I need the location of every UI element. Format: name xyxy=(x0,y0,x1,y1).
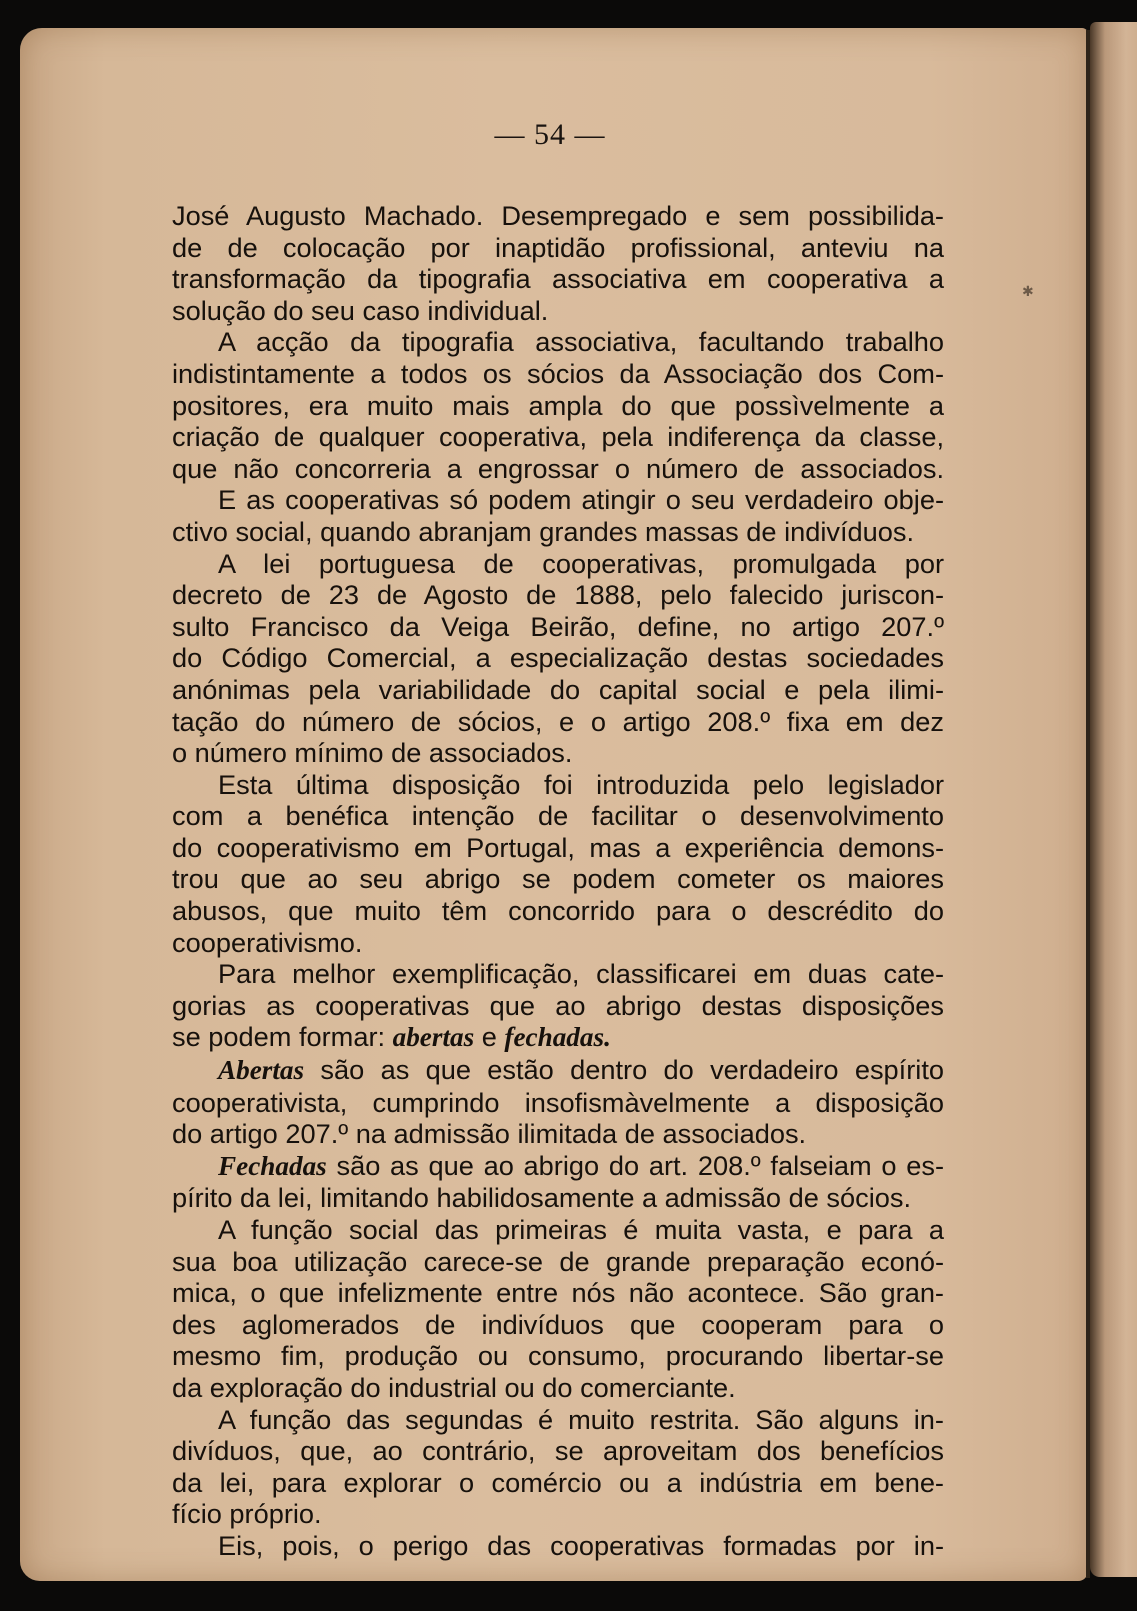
text-line xyxy=(172,1054,944,1087)
emphasis-fechadas: fechadas. xyxy=(504,1022,611,1053)
text-line: transformação da tipografia associativa em cooperativa a xyxy=(172,263,944,295)
text-line: gorias as cooperativas que ao abrigo destas disposições xyxy=(172,989,944,1021)
text-line: mica, o que infelizmente entre nós não acontece. São gran- xyxy=(172,1277,944,1309)
text-line: cooperativista, cumprindo insofismàvelmente a disposição xyxy=(172,1086,944,1118)
text-line: de de colocação por inaptidão profissional, anteviu na xyxy=(172,231,944,263)
text-run: se podem formar: xyxy=(172,1021,393,1053)
text-line: cooperativismo. xyxy=(172,926,363,958)
text-line: Para melhor exemplificação, classificarei em duas cate- xyxy=(218,958,944,990)
margin-speck: ✱ xyxy=(1022,284,1034,300)
text-line: da lei, para explorar o comércio ou a indústria em bene- xyxy=(172,1466,944,1498)
text-line: solução do seu caso individual. xyxy=(172,294,549,326)
text-line: anónimas pela variabilidade do capital social e pela ilimi- xyxy=(172,673,944,705)
text-run: são as que estão dentro do verdadeiro espírito xyxy=(304,1054,944,1086)
text-line: do Código Comercial, a especialização destas sociedades xyxy=(172,642,944,674)
text-line: do cooperativismo em Portugal, mas a experiência demons- xyxy=(172,831,944,863)
text-line: fício próprio. xyxy=(172,1498,322,1530)
text-line: positores, era muito mais ampla do que possìvelmente a xyxy=(172,389,944,421)
text-line: ctivo social, quando abranjam grandes massas de indivíduos. xyxy=(172,515,915,547)
emphasis-abertas: abertas xyxy=(392,1022,475,1053)
text-line: do artigo 207.º na admissão ilimitada de associados. xyxy=(172,1118,807,1150)
text-line: Esta última disposição foi introduzida pelo legislador xyxy=(218,768,944,800)
text-line: sulto Francisco da Veiga Beirão, define, no artigo 207.º xyxy=(172,610,944,642)
text-line: Eis, pois, o perigo das cooperativas formadas por in- xyxy=(218,1529,944,1561)
text-line xyxy=(172,1150,944,1183)
text-line: José Augusto Machado. Desempregado e sem possibilida- xyxy=(172,200,944,231)
text-line: indistintamente a todos os sócios da Associação dos Com- xyxy=(172,357,944,389)
text-line: sua boa utilização carece-se de grande preparação econó- xyxy=(172,1245,944,1277)
text-line: pírito da lei, limitando habilidosamente a admissão de sócios. xyxy=(172,1182,912,1214)
text-line: divíduos, que, ao contrário, se aproveitam dos benefícios xyxy=(172,1435,944,1467)
text-line: com a benéfica intenção de facilitar o desenvolvimento xyxy=(172,800,944,832)
text-line: A acção da tipografia associativa, facultando trabalho xyxy=(218,326,944,358)
text-run: são as que ao abrigo do art. 208.º falseiam o es- xyxy=(326,1149,944,1181)
page-number: — 54 — xyxy=(494,118,606,151)
text-line: abusos, que muito têm concorrido para o descrédito do xyxy=(172,895,944,927)
text-line: o número mínimo de associados. xyxy=(172,737,573,769)
text-line: que não concorreria a engrossar o número de associados. xyxy=(172,452,944,484)
text-run: e xyxy=(474,1021,505,1053)
page-edge-shadow xyxy=(1086,30,1090,1578)
text-line: A função social das primeiras é muita vasta, e para a xyxy=(218,1214,944,1245)
text-line: criação de qualquer cooperativa, pela indiferença da classe, xyxy=(172,421,944,453)
text-line: tação do número de sócios, e o artigo 208.º fixa em dez xyxy=(172,705,944,737)
text-line: trou que ao seu abrigo se podem cometer os maiores xyxy=(172,863,944,895)
text-line: A função das segundas é muito restrita. São alguns in- xyxy=(218,1403,944,1435)
text-line: decreto de 23 de Agosto de 1888, pelo falecido juriscon- xyxy=(172,579,944,611)
body-text xyxy=(172,200,944,1562)
text-line: mesmo fim, produção ou consumo, procurando libertar-se xyxy=(172,1340,944,1372)
text-line: E as cooperativas só podem atingir o seu verdadeiro obje- xyxy=(218,484,944,516)
text-line: des aglomerados de indivíduos que cooperam para o xyxy=(172,1308,944,1340)
text-line: da exploração do industrial ou do comerciante. xyxy=(172,1371,736,1403)
text-line: A lei portuguesa de cooperativas, promulgada por xyxy=(218,547,944,579)
text-line xyxy=(172,1021,944,1054)
emphasis-fechadas: Fechadas xyxy=(218,1150,327,1181)
emphasis-abertas: Abertas xyxy=(218,1055,305,1086)
facing-page-edge xyxy=(1090,22,1137,1577)
